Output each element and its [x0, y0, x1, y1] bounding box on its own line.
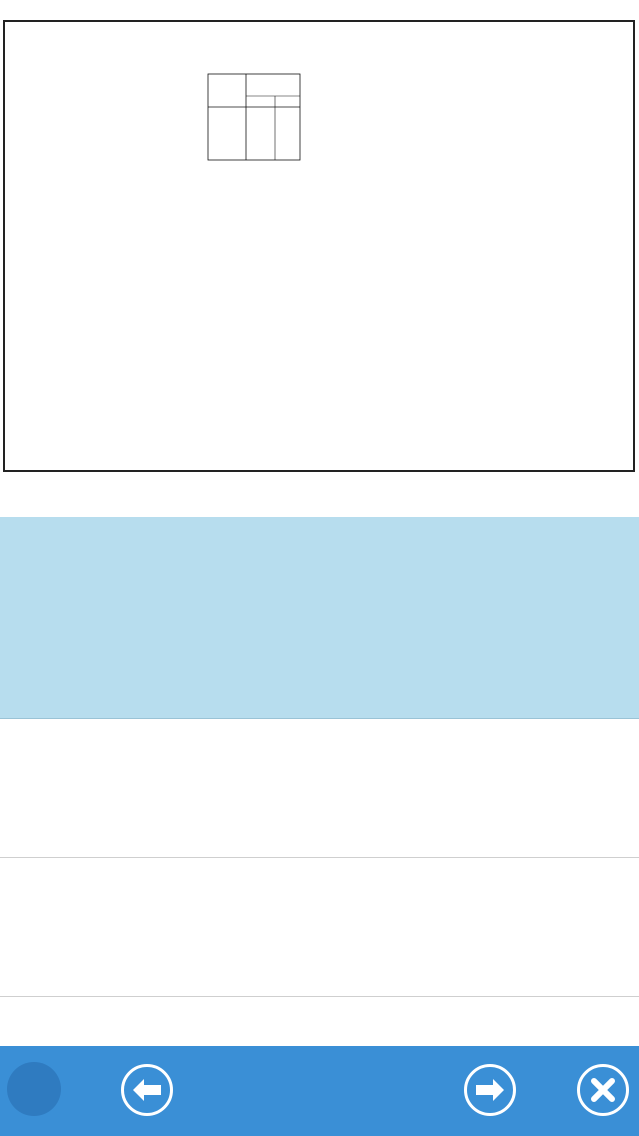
close-x-icon — [589, 1076, 617, 1104]
navigation-bar — [0, 1046, 639, 1136]
next-button[interactable] — [464, 1064, 516, 1116]
figure-area — [0, 0, 639, 517]
answer-option-1[interactable] — [0, 719, 639, 858]
figure-frame — [3, 20, 635, 472]
close-button[interactable] — [577, 1064, 629, 1116]
question-panel — [0, 517, 639, 719]
answer-option-3[interactable] — [0, 997, 639, 1046]
speed-table — [208, 74, 300, 160]
answer-option-2[interactable] — [0, 858, 639, 997]
landing-distance-graph — [5, 22, 633, 470]
score-badge — [7, 1062, 61, 1116]
previous-button[interactable] — [121, 1064, 173, 1116]
left-arrow-icon — [131, 1077, 163, 1103]
right-arrow-icon — [474, 1077, 506, 1103]
